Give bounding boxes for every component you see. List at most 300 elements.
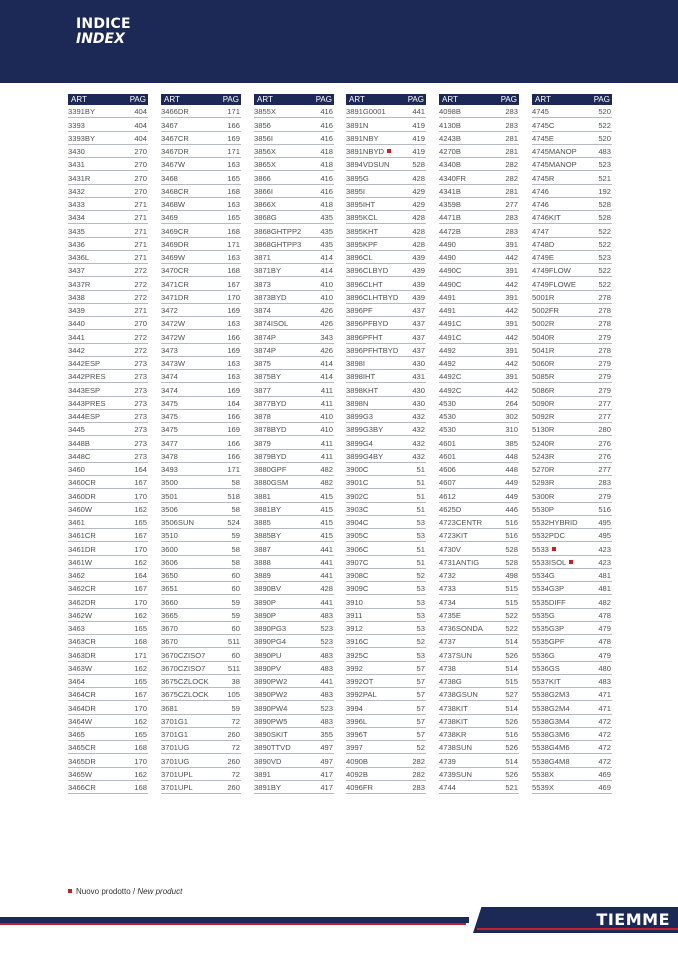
article-code — [161, 452, 178, 461]
page-number: 53 — [416, 597, 425, 607]
article-code-text: 3997 — [346, 743, 363, 753]
article-code-text: 5002R — [532, 319, 555, 329]
article-code — [439, 531, 468, 540]
page-number: 414 — [320, 253, 333, 262]
article-code — [346, 717, 367, 726]
article-code-text: 3442 — [68, 345, 85, 355]
table-row — [161, 463, 241, 476]
article-code-text: 4341B — [439, 186, 461, 196]
article-code-text: 3501 — [161, 491, 178, 501]
page-number: 520 — [598, 133, 611, 143]
article-code-text: 3436 — [68, 239, 85, 249]
page-number: 471 — [598, 703, 611, 713]
article-code — [346, 664, 363, 673]
article-code — [161, 266, 189, 275]
article-code — [439, 346, 456, 355]
table-row — [532, 728, 612, 741]
table-row — [439, 383, 519, 396]
table-row — [346, 595, 426, 608]
article-code — [346, 121, 368, 130]
page-number: 273 — [134, 412, 147, 421]
page-number: 449 — [505, 478, 518, 488]
table-row — [254, 118, 334, 131]
article-code-text: 4745MANOP — [532, 147, 577, 156]
article-code-text: 3890PG3 — [254, 624, 287, 633]
page-subtitle: INDEX — [76, 31, 125, 47]
page-number: 271 — [134, 306, 147, 315]
article-code — [161, 306, 178, 315]
article-code-text: 3474 — [161, 385, 178, 395]
table-row — [254, 344, 334, 357]
article-code — [68, 187, 85, 196]
table-row — [439, 622, 519, 635]
article-code-text: 3670CZISO7 — [161, 663, 206, 673]
page-number: 441 — [320, 677, 333, 686]
article-code-text: 3881 — [254, 491, 271, 501]
article-code — [254, 399, 287, 408]
article-code — [346, 757, 368, 766]
page-number: 429 — [412, 200, 425, 209]
page-number: 167 — [134, 690, 147, 700]
article-code — [532, 770, 554, 779]
article-code — [532, 346, 554, 355]
article-code-text: 4738G — [439, 677, 462, 686]
table-row — [254, 463, 334, 476]
table-row — [161, 105, 241, 118]
article-code-text: 3471DR — [161, 292, 189, 302]
article-code — [161, 598, 178, 607]
article-code — [254, 518, 271, 527]
table-row — [161, 609, 241, 622]
article-code-text: 5085R — [532, 372, 555, 382]
article-code — [532, 412, 554, 421]
table-row — [254, 224, 334, 237]
table-row — [346, 158, 426, 171]
article-code — [161, 121, 178, 130]
article-code — [68, 359, 100, 368]
column-header — [254, 94, 334, 105]
page-number: 168 — [227, 266, 240, 276]
article-code — [161, 717, 188, 726]
article-code — [161, 743, 189, 752]
page-number: 442 — [505, 332, 518, 342]
page-number: 497 — [320, 756, 333, 766]
table-row — [254, 542, 334, 555]
table-row — [532, 185, 612, 198]
table-row — [346, 754, 426, 767]
article-code-text: 3467W — [161, 160, 186, 170]
article-code-text: 3473 — [161, 345, 178, 355]
table-row — [346, 569, 426, 582]
article-code-text: 5535G — [532, 610, 555, 620]
page-number: 192 — [598, 186, 611, 196]
table-row — [532, 582, 612, 595]
table-row — [68, 489, 148, 502]
article-code — [161, 107, 189, 116]
article-code-text: 3469CR — [161, 226, 189, 236]
article-code — [254, 545, 271, 554]
page-number: 260 — [227, 783, 240, 792]
table-row — [68, 118, 148, 131]
article-code — [439, 319, 461, 328]
table-row — [254, 754, 334, 767]
article-code — [68, 518, 85, 527]
article-code — [161, 677, 209, 686]
article-code-text: 3670CZISO7 — [161, 650, 206, 660]
table-row — [532, 529, 612, 542]
article-code-text: 3866X — [254, 200, 276, 209]
article-code-text: 5535G3P — [532, 624, 565, 633]
article-code-text: 3879BYD — [254, 451, 287, 461]
table-row — [68, 728, 148, 741]
article-code — [68, 107, 95, 116]
table-row — [68, 397, 148, 410]
page-number: 523 — [320, 703, 333, 713]
table-row — [161, 622, 241, 635]
page-number: 423 — [598, 544, 611, 554]
table-row — [346, 556, 426, 569]
new-product-marker-icon — [387, 149, 391, 153]
article-code — [532, 704, 570, 713]
page-number: 282 — [412, 756, 425, 766]
article-code — [161, 637, 178, 646]
page-number: 522 — [598, 120, 611, 130]
table-row — [346, 648, 426, 661]
table-row — [161, 185, 241, 198]
article-code-text: 3908C — [346, 571, 369, 580]
article-code — [439, 306, 456, 315]
page-number: 391 — [505, 266, 518, 276]
article-code-text: 3472 — [161, 306, 178, 315]
table-row — [254, 781, 334, 794]
article-code — [254, 743, 291, 752]
table-row — [439, 238, 519, 251]
page-number: 162 — [134, 610, 147, 620]
page-number: 511 — [227, 637, 240, 647]
article-code — [254, 160, 276, 169]
header-art: ART — [71, 95, 87, 104]
table-row — [161, 304, 241, 317]
article-code — [439, 743, 472, 752]
table-row — [346, 781, 426, 794]
article-code — [161, 478, 178, 487]
page-number: 472 — [598, 756, 611, 766]
article-code — [532, 399, 554, 408]
table-row — [439, 410, 519, 423]
table-row — [439, 648, 519, 661]
page-number: 302 — [505, 412, 518, 421]
article-code — [532, 266, 571, 275]
article-code — [254, 690, 287, 699]
article-code — [532, 174, 554, 183]
article-code-text: 5530P — [532, 504, 554, 514]
table-row — [68, 132, 148, 145]
page-number: 281 — [505, 147, 518, 156]
article-code-text: 4746 — [532, 186, 549, 196]
article-code-text: 3891N — [346, 120, 369, 130]
article-code — [532, 134, 554, 143]
article-code-text: 3885 — [254, 518, 271, 527]
page-number: 283 — [505, 226, 518, 236]
page-number: 170 — [134, 544, 147, 554]
article-code-text: 3391BY — [68, 107, 96, 117]
table-row — [68, 463, 148, 476]
table-row — [439, 609, 519, 622]
new-product-marker-icon — [552, 547, 556, 551]
table-row — [161, 569, 241, 582]
table-row — [68, 476, 148, 489]
table-row — [254, 277, 334, 290]
article-code-text: 3701UG — [161, 743, 190, 753]
page-number: 167 — [134, 478, 147, 488]
table-row — [532, 224, 612, 237]
article-code — [254, 107, 276, 116]
article-code — [68, 531, 96, 540]
article-code — [532, 333, 554, 342]
table-row — [161, 728, 241, 741]
article-code-text: 3448B — [68, 438, 90, 448]
article-code-text: 3461CR — [68, 531, 96, 541]
table-row — [254, 105, 334, 118]
article-code — [161, 545, 178, 554]
table-row — [161, 450, 241, 463]
page-number: 282 — [505, 160, 518, 170]
page-number: 53 — [416, 610, 425, 620]
article-code-text: 3879 — [254, 438, 271, 448]
table-row — [161, 264, 241, 277]
table-row — [161, 198, 241, 211]
page-number: 166 — [227, 332, 240, 342]
page-number: 482 — [598, 597, 611, 607]
article-code — [254, 465, 287, 474]
table-row — [68, 781, 148, 794]
table-row — [68, 569, 148, 582]
page-number: 446 — [505, 504, 518, 514]
table-row — [346, 251, 426, 264]
table-row — [254, 503, 334, 516]
article-code-text: 3462DR — [68, 597, 96, 607]
table-row — [532, 277, 612, 290]
article-code-text: 3896PFHT — [346, 332, 383, 342]
table-row — [532, 158, 612, 171]
article-code-text: 3464W — [68, 716, 93, 726]
article-code — [254, 425, 287, 434]
article-code — [439, 717, 468, 726]
page-number: 528 — [505, 544, 518, 554]
table-row — [439, 436, 519, 449]
page-number: 51 — [416, 504, 425, 514]
table-row — [346, 357, 426, 370]
article-code — [254, 359, 271, 368]
table-row — [532, 171, 612, 184]
article-code-text: 3467 — [161, 120, 178, 130]
article-code — [532, 531, 565, 540]
article-code — [68, 558, 92, 567]
article-code — [161, 200, 185, 209]
table-row — [346, 728, 426, 741]
article-code-text: 3866 — [254, 173, 271, 183]
table-row — [532, 662, 612, 675]
page-number: 435 — [320, 239, 333, 249]
article-code — [439, 121, 461, 130]
article-code-text: 3889 — [254, 571, 271, 580]
article-code-text: 5538G3M6 — [532, 730, 570, 739]
page-number: 168 — [134, 637, 147, 647]
article-code-text: 3856I — [254, 133, 274, 143]
table-row — [68, 754, 148, 767]
page-number: 278 — [598, 319, 611, 329]
article-code — [532, 518, 578, 527]
article-code — [439, 439, 456, 448]
page-number: 270 — [134, 160, 147, 170]
article-code — [161, 770, 193, 779]
article-code — [346, 293, 398, 302]
table-row — [439, 728, 519, 741]
article-code — [439, 213, 461, 222]
article-code-text: 3891NBYD — [346, 147, 384, 156]
page-number: 162 — [134, 557, 147, 567]
article-code — [254, 452, 287, 461]
article-code-text: 3464CR — [68, 690, 96, 700]
page-number: 527 — [505, 690, 518, 700]
article-code — [68, 200, 85, 209]
article-code — [68, 651, 96, 660]
page-number: 281 — [505, 133, 518, 143]
article-code — [439, 770, 472, 779]
article-code-text: 4625D — [439, 504, 462, 514]
article-code-text: 3891NBY — [346, 133, 379, 143]
table-row — [532, 251, 612, 264]
article-code-text: 3996L — [346, 716, 368, 726]
page-number: 60 — [231, 584, 240, 594]
table-row — [532, 688, 612, 701]
article-code-text: 3464DR — [68, 703, 96, 713]
article-code — [68, 280, 90, 289]
table-row — [346, 450, 426, 463]
article-code-text: 3467CR — [161, 133, 189, 143]
article-code — [254, 770, 271, 779]
page-number: 170 — [134, 756, 147, 766]
article-code-text: 3681 — [161, 703, 178, 713]
header-band — [0, 0, 678, 83]
table-row — [254, 211, 334, 224]
article-code-text: 4601 — [439, 438, 456, 448]
page-number: 429 — [412, 186, 425, 196]
header-pag: PAG — [315, 95, 332, 104]
page-number: 423 — [598, 557, 611, 567]
page-number: 441 — [320, 597, 333, 607]
page-number: 526 — [505, 716, 518, 726]
page-number: 167 — [227, 279, 240, 289]
table-row — [68, 317, 148, 330]
table-row — [439, 688, 519, 701]
article-code-text: 3472W — [161, 319, 186, 329]
article-code-text: 3890TTVD — [254, 743, 291, 753]
table-row — [68, 503, 148, 516]
table-row — [532, 330, 612, 343]
page-number: 472 — [598, 730, 611, 739]
article-code — [68, 704, 96, 713]
article-code-text: 3606 — [161, 557, 178, 567]
page-number: 271 — [134, 226, 147, 236]
page-number: 411 — [320, 385, 333, 395]
table-row — [254, 436, 334, 449]
article-code — [161, 319, 185, 328]
article-code — [532, 439, 554, 448]
page-number: 516 — [505, 518, 518, 527]
article-code — [439, 412, 456, 421]
article-code — [68, 690, 96, 699]
page-number: 497 — [320, 743, 333, 753]
article-code — [254, 306, 271, 315]
page-number: 168 — [134, 783, 147, 792]
page-number: 270 — [134, 186, 147, 196]
article-code-text: 3701G1 — [161, 730, 189, 739]
table-row — [532, 357, 612, 370]
table-row — [254, 609, 334, 622]
table-row — [346, 264, 426, 277]
legend-italian: Nuovo prodotto / — [76, 887, 138, 896]
page-number: 448 — [505, 451, 518, 461]
article-code-text: 3891BY — [254, 783, 282, 792]
page-number: 58 — [231, 557, 240, 567]
page-number: 472 — [598, 716, 611, 726]
article-code — [346, 147, 391, 156]
article-code-text: 4749E — [532, 253, 554, 262]
article-code-text: 3992PAL — [346, 690, 377, 700]
article-code — [161, 147, 189, 156]
table-row — [254, 662, 334, 675]
page-number: 430 — [412, 359, 425, 368]
article-code-text: 3890PU — [254, 650, 282, 660]
page-number: 283 — [598, 478, 611, 488]
article-code — [439, 359, 456, 368]
article-code — [254, 637, 286, 646]
article-code-text: 5537KIT — [532, 677, 561, 686]
article-code — [439, 266, 461, 275]
article-code — [254, 571, 271, 580]
article-code-text: 3890SKIT — [254, 730, 288, 739]
page-number: 528 — [505, 557, 518, 567]
article-code-text: 3906C — [346, 544, 369, 554]
page-number: 480 — [598, 663, 611, 673]
article-code-text: 3888 — [254, 557, 271, 567]
article-code-text: 5060R — [532, 359, 555, 368]
table-row — [346, 609, 426, 622]
article-code-text: 5533ISOL — [532, 557, 567, 567]
table-row — [439, 489, 519, 502]
table-row — [68, 198, 148, 211]
article-code-text: 4738 — [439, 663, 456, 673]
article-code-text: 3466DR — [161, 107, 189, 117]
table-row — [254, 715, 334, 728]
article-code — [532, 783, 554, 792]
page-number: 449 — [505, 491, 518, 501]
article-code-text: 3899G3 — [346, 412, 374, 421]
page-number: 526 — [505, 650, 518, 660]
article-code — [532, 717, 570, 726]
page-number: 57 — [416, 703, 425, 713]
article-code — [346, 107, 386, 116]
article-code-text: 4744 — [439, 783, 456, 792]
article-code-text: 4491C — [439, 319, 462, 329]
table-row — [254, 529, 334, 542]
article-code — [439, 651, 472, 660]
article-code-text: 3650 — [161, 571, 178, 580]
article-code-text: 4738KR — [439, 730, 467, 739]
article-code-text: 3600 — [161, 544, 178, 554]
page-number: 483 — [320, 650, 333, 660]
